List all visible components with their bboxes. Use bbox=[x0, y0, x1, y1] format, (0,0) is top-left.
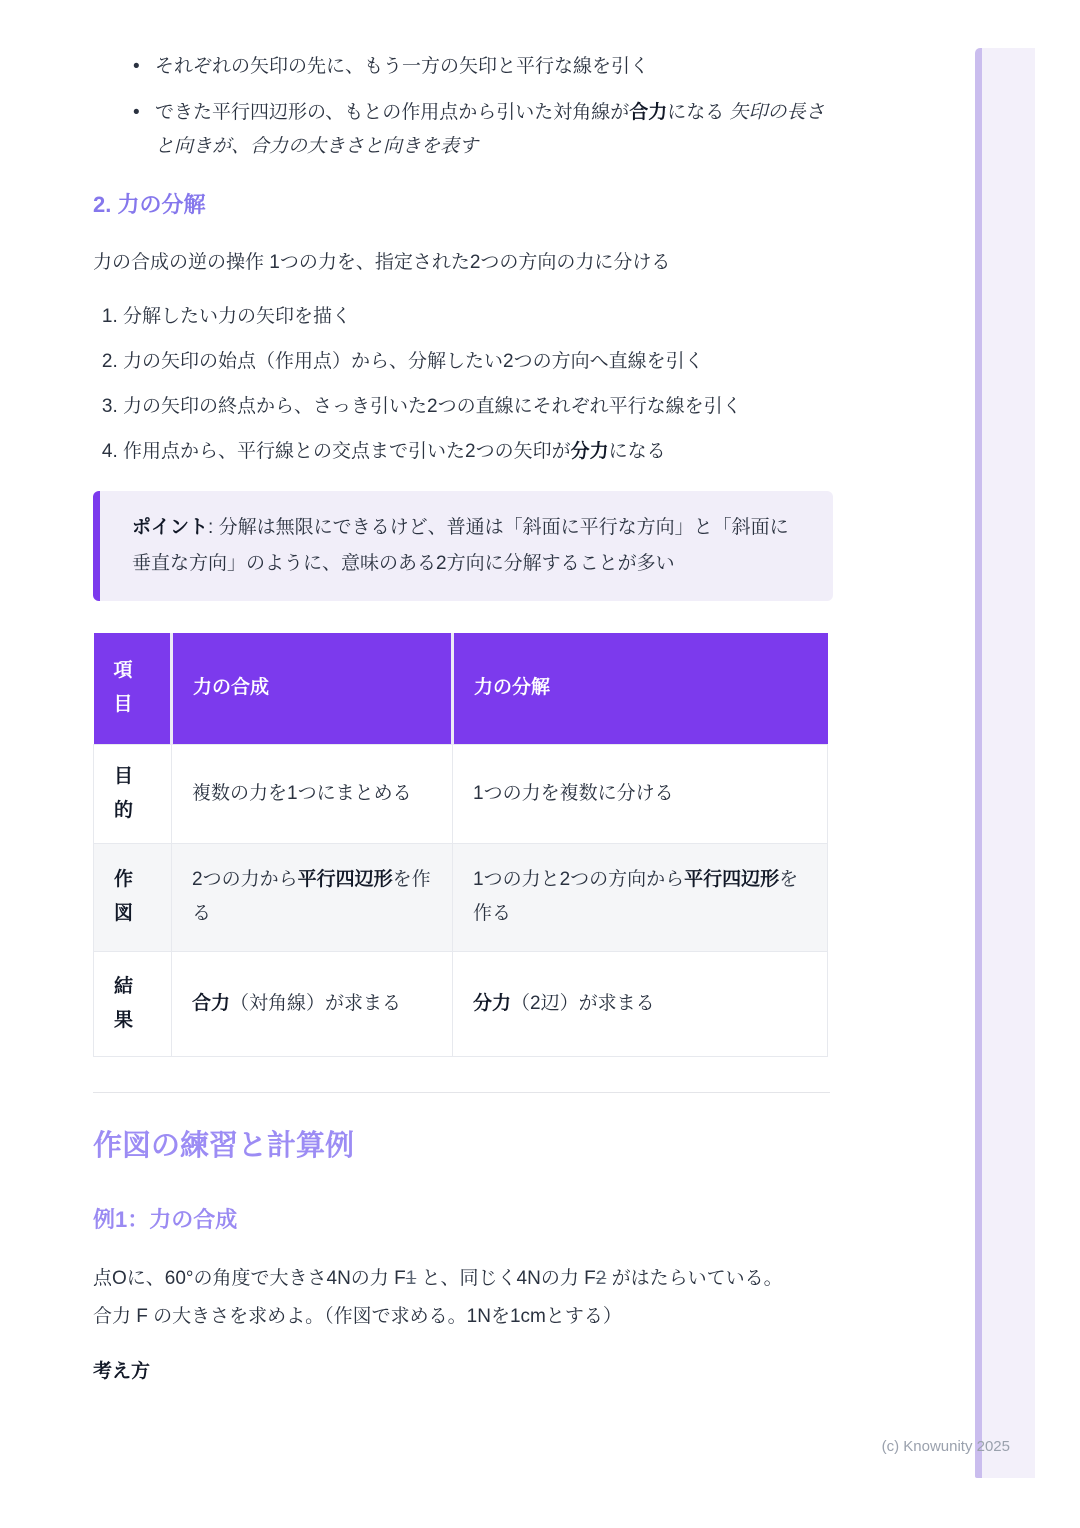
parallelogram-bullet-list bbox=[93, 50, 830, 164]
callout-text bbox=[132, 510, 805, 582]
table-cell bbox=[453, 843, 828, 951]
cell-text: （対角線）が求まる bbox=[230, 992, 402, 1014]
bold-term: 平行四辺形 bbox=[297, 869, 393, 890]
problem-text-line2: 合力 F の大きさを求めよ。（作図で求める。1Nを1cmとする） bbox=[93, 1305, 622, 1327]
cell-text: 1つの力を複数に分ける bbox=[473, 782, 674, 804]
step-text: 分解したい力の矢印を描く bbox=[123, 306, 352, 327]
decomposition-lead: 力の合成の逆の操作 1つの力を、指定された2つの方向の力に分ける bbox=[93, 252, 671, 273]
row-label bbox=[94, 843, 172, 951]
table-header-decomposition: 力の分解 bbox=[453, 633, 828, 744]
comparison-table bbox=[93, 633, 828, 1057]
problem-text: と、同じく4Nの力 F bbox=[416, 1267, 596, 1289]
bold-term: 合力 bbox=[629, 102, 668, 123]
table-row bbox=[94, 843, 828, 951]
section-divider bbox=[93, 1092, 830, 1093]
bullet-text: それぞれの矢印の先に、もう一方の矢印と平行な線を引く bbox=[155, 56, 650, 77]
step-text: になる bbox=[608, 441, 666, 462]
row-label-text: 作図 bbox=[114, 869, 134, 924]
example1-problem bbox=[93, 1260, 830, 1336]
decomposition-steps bbox=[93, 300, 830, 469]
next-page-preview-strip bbox=[975, 48, 1035, 1478]
bold-term: 分力 bbox=[570, 441, 609, 462]
row-label-text: 目的 bbox=[114, 765, 134, 821]
list-item bbox=[155, 50, 830, 84]
italic-note: 矢印の長さと向きが、合力の大きさと向きを表す bbox=[155, 102, 825, 157]
bullet-text: できた平行四辺形の、もとの作用点から引いた対角線が bbox=[155, 102, 630, 123]
step-item bbox=[123, 435, 830, 469]
list-item bbox=[155, 96, 830, 164]
row-label bbox=[94, 744, 172, 843]
bullet-text: になる bbox=[667, 102, 730, 123]
table-cell bbox=[453, 951, 828, 1056]
practice-section-heading: 作図の練習と計算例 bbox=[93, 1129, 355, 1162]
cell-text: を作る bbox=[192, 869, 431, 924]
step-text: 力の矢印の始点（作用点）から、分解したい2つの方向へ直線を引く bbox=[123, 351, 704, 372]
table-cell bbox=[172, 951, 453, 1056]
problem-text: 点Oに、60°の角度で大きさ4Nの力 F bbox=[93, 1267, 406, 1289]
callout-body: : 分解は無限にできるけど、普通は「斜面に平行な方向」と「斜面に垂直な方向」のように、意味のある2方向に分解することが多い bbox=[132, 517, 789, 574]
table-row bbox=[94, 951, 828, 1056]
bold-term: 平行四辺形 bbox=[684, 869, 780, 890]
table-cell bbox=[172, 744, 453, 843]
bold-term: 合力 bbox=[192, 992, 231, 1014]
table-cell bbox=[172, 843, 453, 951]
row-label bbox=[94, 951, 172, 1056]
header-text: 項目 bbox=[113, 660, 133, 716]
table-cell bbox=[453, 744, 828, 843]
document-content bbox=[93, 0, 830, 1386]
cell-text: を作る bbox=[473, 869, 799, 924]
cell-text: 複数の力を1つにまとめる bbox=[192, 782, 412, 804]
step-item bbox=[123, 390, 830, 424]
table-header-synthesis: 力の合成 bbox=[172, 633, 453, 744]
cell-text: 1つの力と2つの方向から bbox=[473, 869, 685, 890]
subscript-2: 2 bbox=[595, 1267, 607, 1289]
copyright-footer: (c) Knowunity 2025 bbox=[881, 1438, 1010, 1455]
table-row bbox=[94, 744, 828, 843]
cell-text: （2辺）が求まる bbox=[511, 992, 655, 1014]
cell-text: 2つの力から bbox=[192, 869, 298, 890]
step-item bbox=[123, 300, 830, 334]
row-label-text: 結果 bbox=[114, 975, 134, 1031]
table-header-item bbox=[94, 633, 172, 744]
problem-text: がはたらいている。 bbox=[606, 1267, 783, 1289]
bold-term: 分力 bbox=[473, 992, 512, 1014]
callout-label: ポイント bbox=[132, 517, 209, 538]
point-callout bbox=[93, 491, 833, 601]
section-heading-decomposition: 2. 力の分解 bbox=[93, 192, 206, 217]
step-text: 力の矢印の終点から、さっき引いた2つの直線にそれぞれ平行な線を引く bbox=[123, 396, 742, 417]
table-header-row bbox=[94, 633, 828, 744]
example1-heading: 例1：力の合成 bbox=[93, 1206, 238, 1232]
step-text: 作用点から、平行線との交点まで引いた2つの矢印が bbox=[123, 441, 571, 462]
step-item bbox=[123, 345, 830, 379]
thinking-label: 考え方 bbox=[93, 1360, 151, 1382]
subscript-1: 1 bbox=[405, 1267, 417, 1289]
